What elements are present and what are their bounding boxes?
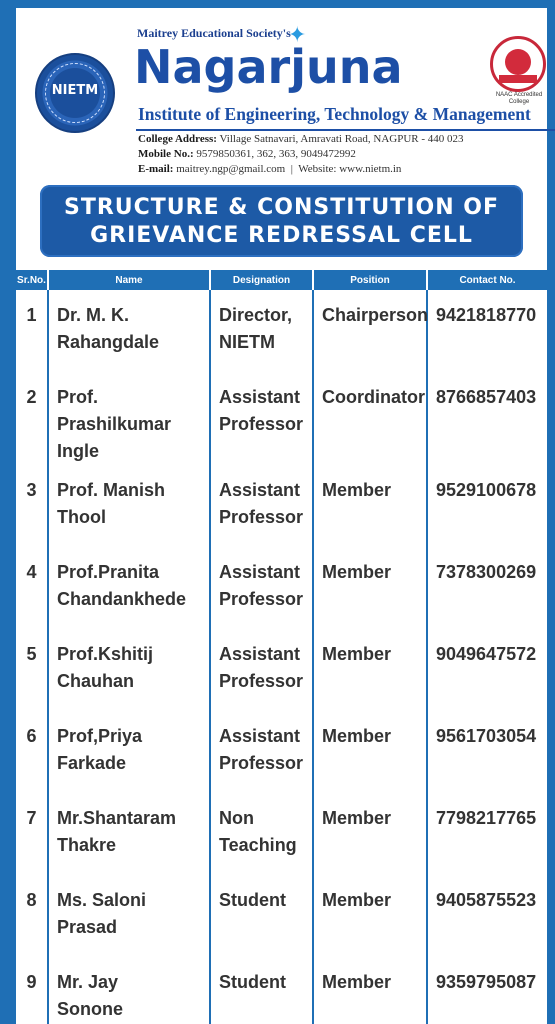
cell-srno (16, 372, 48, 465)
banner-line-2: GRIEVANCE REDRESSAL CELL (90, 223, 473, 248)
society-name: Maitrey Educational Society's (137, 26, 291, 40)
cell-name (48, 629, 210, 711)
srno-text: 2 (26, 387, 37, 407)
designation-line-2: Professor (219, 507, 304, 527)
cell-position (313, 711, 427, 793)
letterhead (16, 8, 547, 173)
contact-text[interactable]: 9561703054 (436, 726, 537, 746)
name-line-1: Prof,Priya (57, 726, 143, 746)
designation-line-1: Director, (219, 305, 293, 325)
name-line-2: Ingle (57, 441, 100, 461)
address-line (138, 132, 464, 147)
cell-srno (16, 465, 48, 547)
contact-text[interactable]: 9405875523 (436, 890, 537, 910)
cell-designation (210, 465, 313, 547)
header-position: Position (313, 270, 427, 290)
cell-name (48, 793, 210, 875)
designation-line-2: Professor (219, 753, 304, 773)
designation-line-1: Assistant (219, 387, 301, 407)
table-header-row (16, 270, 547, 290)
name-line-2: Rahangdale (57, 332, 160, 352)
designation-line-2: Professor (219, 671, 304, 691)
name-line-1: Dr. M. K. (57, 305, 130, 325)
position-text: Member (322, 808, 392, 828)
table-row (16, 957, 547, 1024)
website-value[interactable]: www.nietm.in (339, 163, 402, 175)
contact-text[interactable]: 9421818770 (436, 305, 537, 325)
title-banner (40, 185, 523, 257)
contact-text[interactable]: 9529100678 (436, 480, 537, 500)
designation-line-2: NIETM (219, 332, 275, 352)
frame-right-border (547, 0, 555, 1024)
srno-text: 8 (26, 890, 37, 910)
position-text: Member (322, 562, 392, 582)
designation-line-1: Assistant (219, 562, 301, 582)
cell-name (48, 957, 210, 1024)
address-value: Village Satnavari, Amravati Road, NAGPUR - 440 023 (219, 133, 464, 145)
name-line-2: Prasad (57, 917, 118, 937)
cell-position (313, 290, 427, 372)
designation-line-1: Non (219, 808, 254, 828)
position-text: Member (322, 890, 392, 910)
table-row (16, 711, 547, 793)
separator: | (290, 163, 293, 175)
table-row (16, 465, 547, 547)
cell-position (313, 372, 427, 465)
designation-line-1: Assistant (219, 726, 301, 746)
email-line (138, 162, 464, 177)
mobile-label: Mobile No.: (138, 148, 194, 160)
address-label: College Address: (138, 133, 217, 145)
college-name: Nagarjuna (134, 40, 403, 94)
contact-text[interactable]: 9049647572 (436, 644, 537, 664)
name-line-2: Chandankhede (57, 589, 187, 609)
bird-icon: ✦ (288, 22, 307, 47)
srno-text: 3 (26, 480, 37, 500)
designation-line-1: Student (219, 972, 286, 992)
contact-text[interactable]: 9359795087 (436, 972, 537, 992)
cell-contact (427, 465, 547, 547)
cell-name (48, 372, 210, 465)
cell-name (48, 290, 210, 372)
table-row (16, 875, 547, 957)
cell-position (313, 547, 427, 629)
position-text: Member (322, 480, 392, 500)
srno-text: 9 (26, 972, 37, 992)
srno-text: 5 (26, 644, 37, 664)
name-line-2: Thakre (57, 835, 117, 855)
cell-position (313, 793, 427, 875)
cell-position (313, 957, 427, 1024)
frame-left-border (0, 0, 16, 1024)
cell-contact (427, 629, 547, 711)
mobile-line (138, 147, 464, 162)
name-line-2: Farkade (57, 753, 127, 773)
cell-name (48, 547, 210, 629)
name-line-2: Sonone (57, 999, 123, 1019)
cell-srno (16, 711, 48, 793)
naac-label: NAAC Accredited College (495, 92, 543, 105)
cell-srno (16, 793, 48, 875)
name-line-1: Mr. Jay (57, 972, 119, 992)
email-label: E-mail: (138, 163, 174, 175)
header-contact: Contact No. (427, 270, 547, 290)
cell-srno (16, 547, 48, 629)
cell-contact (427, 547, 547, 629)
position-text: Coordinator (322, 387, 425, 407)
cell-name (48, 875, 210, 957)
cell-designation (210, 793, 313, 875)
table-row (16, 290, 547, 372)
cell-name (48, 711, 210, 793)
name-line-2: Thool (57, 507, 106, 527)
header-name: Name (48, 270, 210, 290)
name-line-1: Prof.Pranita (57, 562, 160, 582)
designation-line-1: Assistant (219, 480, 301, 500)
name-line-1: Mr.Shantaram (57, 808, 177, 828)
name-line-1: Prof.Kshitij (57, 644, 154, 664)
banner-line-1: STRUCTURE & CONSTITUTION OF (63, 195, 499, 220)
cell-srno (16, 290, 48, 372)
header-rule (136, 129, 555, 131)
cell-contact (427, 711, 547, 793)
srno-text: 4 (26, 562, 37, 582)
position-text: Member (322, 972, 392, 992)
contact-text[interactable]: 7378300269 (436, 562, 537, 582)
cell-name (48, 465, 210, 547)
designation-line-2: Teaching (219, 835, 297, 855)
cell-contact (427, 372, 547, 465)
position-text: Chairperson (322, 305, 429, 325)
designation-line-2: Professor (219, 414, 304, 434)
header-designation: Designation (210, 270, 313, 290)
contact-text[interactable]: 8766857403 (436, 387, 537, 407)
position-text: Member (322, 726, 392, 746)
naac-logo (490, 36, 546, 92)
frame-top-border (0, 0, 555, 8)
institute-name: Institute of Engineering, Technology & Management (138, 104, 531, 124)
cell-contact (427, 875, 547, 957)
srno-text: 1 (26, 305, 37, 325)
srno-text: 7 (26, 808, 37, 828)
table-row (16, 629, 547, 711)
cell-contact (427, 793, 547, 875)
designation-line-2: Professor (219, 589, 304, 609)
name-line-1: Prof. Prashilkumar (57, 387, 172, 434)
cell-designation (210, 711, 313, 793)
cell-position (313, 629, 427, 711)
header-srno: Sr.No. (16, 270, 48, 290)
name-line-2: Chauhan (57, 671, 135, 691)
designation-line-1: Assistant (219, 644, 301, 664)
cell-designation (210, 957, 313, 1024)
table-row (16, 372, 547, 465)
cell-designation (210, 875, 313, 957)
cell-contact (427, 290, 547, 372)
cell-position (313, 465, 427, 547)
contact-block (138, 132, 464, 177)
cell-contact (427, 957, 547, 1024)
logo-text: NIETM (51, 83, 99, 98)
cell-designation (210, 547, 313, 629)
mobile-value: 9579850361, 362, 363, 9049472992 (196, 148, 356, 160)
cell-designation (210, 629, 313, 711)
designation-line-1: Student (219, 890, 286, 910)
cell-srno (16, 629, 48, 711)
cell-position (313, 875, 427, 957)
cell-designation (210, 372, 313, 465)
position-text: Member (322, 644, 392, 664)
nietm-logo (35, 53, 115, 133)
table-row (16, 547, 547, 629)
table-row (16, 793, 547, 875)
cell-srno (16, 875, 48, 957)
committee-table (16, 270, 547, 1024)
name-line-1: Ms. Saloni (57, 890, 147, 910)
website-label: Website: (298, 163, 337, 175)
naac-band (499, 75, 537, 83)
contact-text[interactable]: 7798217765 (436, 808, 537, 828)
cell-designation (210, 290, 313, 372)
name-line-1: Prof. Manish (57, 480, 166, 500)
srno-text: 6 (26, 726, 37, 746)
naac-emblem-icon (505, 49, 531, 75)
email-value[interactable]: maitrey.ngp@gmail.com (176, 163, 286, 175)
cell-srno (16, 957, 48, 1024)
